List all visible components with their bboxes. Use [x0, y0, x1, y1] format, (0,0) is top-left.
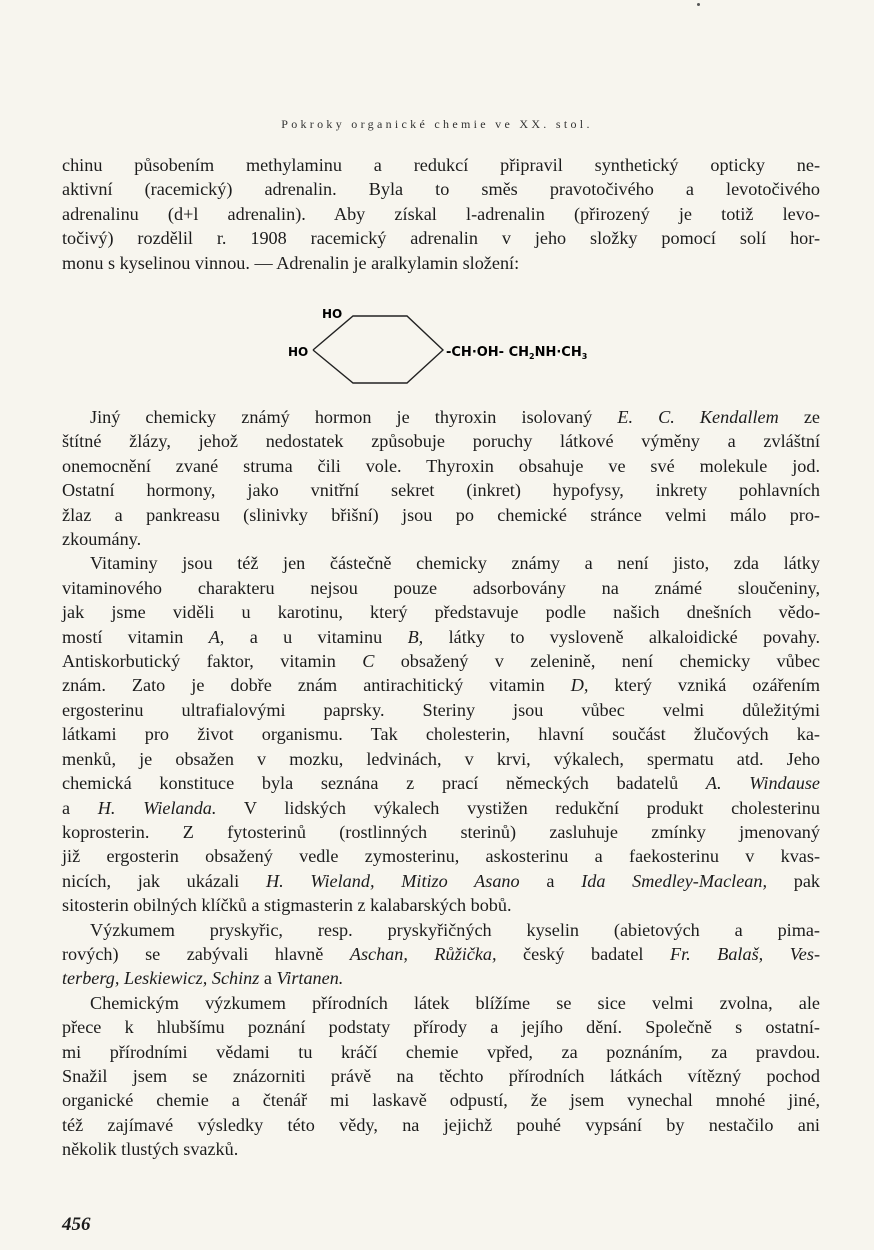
text-line: terberg, Leskiewicz, Schinz a Virtanen. [62, 968, 344, 989]
text-line: chemická konstituce byla seznána z prací německých badatelů A. Windause [62, 773, 820, 794]
text-line: štítné žlázy, jehož nedostatek způsobuje poruchy látkové výměny a zvláštní [62, 431, 820, 452]
text-line: Ostatní hormony, jako vnitřní sekret (inkret) hypofysy, inkrety pohlavních [62, 480, 820, 501]
text-line: vitaminového charakteru nejsou pouze adsorbovány na známé sloučeniny, [62, 577, 820, 598]
text-line: zkoumány. [62, 529, 142, 550]
subscript-2: 2 [529, 352, 535, 361]
text-line: monu s kyselinou vinnou. — Adrenalin je aralkylamin složení: [62, 252, 520, 273]
text-line: menků, je obsažen v mozku, ledvinách, v krvi, výkalech, spermatu atd. Jeho [62, 748, 820, 769]
text-line: ergosterinu ultrafialovými paprsky. Steriny jsou vůbec velmi důležitými [62, 699, 820, 720]
text-line: již ergosterin obsažený vedle zymosterinu, askosterinu a faekosterinu v kvas- [62, 846, 820, 867]
text-line: chinu působením methylaminu a redukcí připravil synthetický opticky ne- [62, 155, 820, 175]
ho-left-label: HO [288, 345, 309, 359]
text-line: mi přírodními vědami tu kráčí chemie vpřed, za poznáním, za pravdou. [62, 1041, 820, 1062]
subscript-3: 3 [581, 352, 588, 361]
adrenalin-structural-formula [280, 298, 640, 398]
text-line: mostí vitamin A, a u vitaminu B, látky to vysloveně alkaloidické povahy. [62, 626, 820, 647]
side-chain-label [446, 345, 587, 361]
text-line: sitosterin obilných klíčků a stigmasterin z kalabarských bobů. [62, 895, 512, 916]
text-line: organické chemie a čtenář mi laskavě odpustí, že jsem vynechal mnohé jiné, [62, 1090, 820, 1111]
paragraph-adrenalin [62, 153, 820, 275]
text-line: přece k hlubšímu poznání podstaty přírody a jejího dění. Společně s ostatní- [62, 1017, 820, 1038]
text-line: a H. Wielanda. V lidských výkalech vystižen redukční produkt cholesterinu [62, 797, 820, 818]
text-line: Antiskorbutický faktor, vitamin C obsažený v zelenině, není chemicky vůbec [62, 651, 820, 672]
text-line: onemocnění zvané struma čili vole. Thyroxin obsahuje ve své molekule jod. [62, 455, 820, 476]
text-line: rových) se zabývali hlavně Aschan, Růžička, český badatel Fr. Balaš, Ves- [62, 943, 821, 964]
text-line: žlaz a pankreasu (slinivky břišní) jsou po chemické stránce velmi málo pro- [62, 504, 820, 525]
benzene-ring [313, 316, 443, 383]
text-line: znám. Zato je dobře znám antirachitický vitamin D, který vzniká ozářením [62, 675, 820, 696]
text-line: točivý) rozdělil r. 1908 racemický adrenalin v jeho složky pomocí solí hor- [62, 228, 820, 249]
side-chain-part: -CH·OH- CH [446, 345, 530, 360]
text-line: Jiný chemicky známý hormon je thyroxin isolovaný E. C. Kendallem ze [90, 407, 820, 427]
page-number: 456 [62, 1214, 91, 1235]
text-line: látkami pro život organismu. Tak cholesterin, hlavní součást žlučových ka- [62, 724, 820, 745]
body-text [62, 405, 820, 1162]
text-line: koprosterin. Z fytosterinů (rostlinných sterinů) zasluhuje zmínky jmenovaný [62, 821, 820, 842]
text-line: též zajímavé výsledky této vědy, na jejichž pouhé vypsání by nestačilo ani [62, 1114, 820, 1135]
text-line: Výzkumem pryskyřic, resp. pryskyřičných kyselin (abietových a pima- [90, 919, 820, 940]
ink-speck [697, 3, 700, 6]
running-header: Pokroky organické chemie ve XX. stol. [281, 117, 593, 131]
text-line: Chemickým výzkumem přírodních látek blížíme se sice velmi zvolna, ale [90, 992, 820, 1013]
text-line: Vitaminy jsou též jen částečně chemicky známy a není jisto, zda látky [90, 553, 820, 574]
text-line: několik tlustých svazků. [62, 1139, 239, 1160]
ho-top-label: HO [322, 307, 343, 321]
text-line: nicích, jak ukázali H. Wieland, Mitizo Asano a Ida Smedley-Maclean, pak [62, 870, 820, 891]
text-line: jak jsme viděli u karotinu, který představuje podle našich dnešních vědo- [62, 602, 820, 623]
side-chain-part: NH·CH [534, 345, 582, 360]
text-line: aktivní (racemický) adrenalin. Byla to směs pravotočivého a levotočivého [62, 179, 820, 200]
text-line: Snažil jsem se znázorniti právě na těchto přírodních látkách vítězný pochod [62, 1065, 820, 1086]
text-line: adrenalinu (d+l adrenalin). Aby získal l-adrenalin (přirozený je totiž levo- [62, 203, 820, 224]
